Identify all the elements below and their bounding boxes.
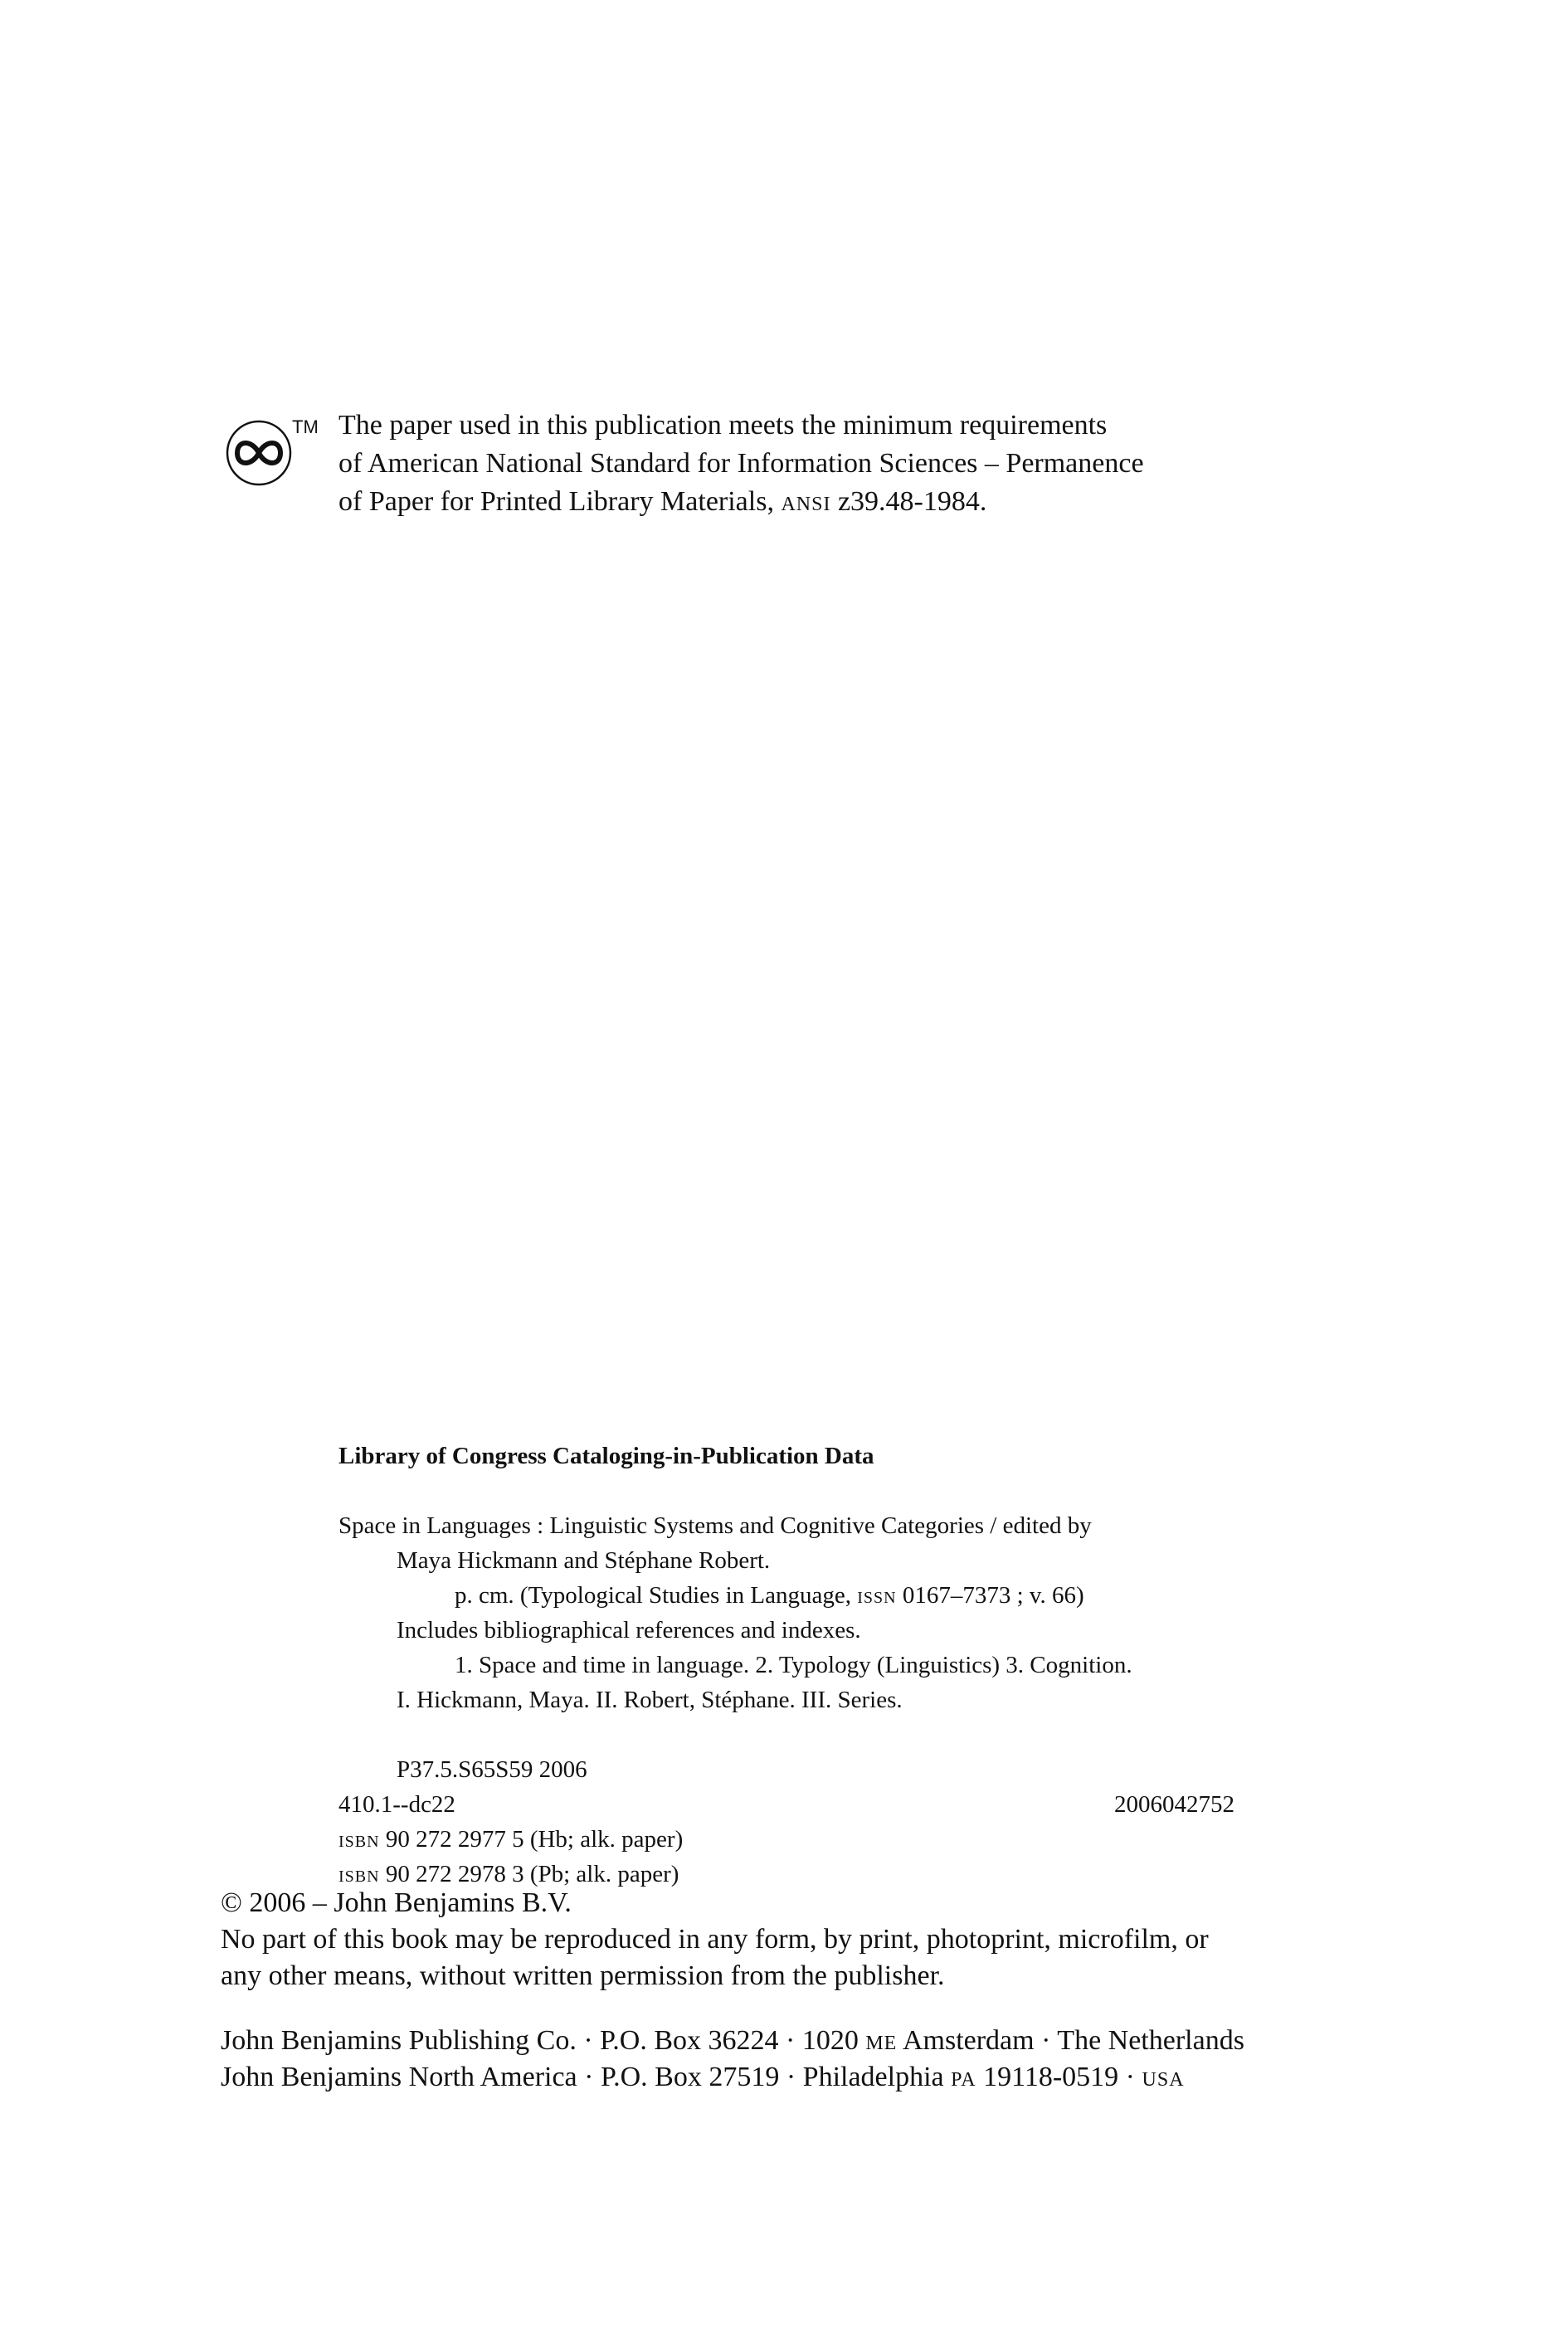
cip-call-number: P37.5.S65S59 2006 bbox=[397, 1756, 587, 1783]
ansi-label: ansi bbox=[781, 486, 831, 517]
cip-record bbox=[338, 1508, 1234, 1892]
permanence-notice bbox=[338, 407, 1334, 521]
permanence-line-2: of American National Standard for Information Sciences – Permanence bbox=[338, 448, 1144, 479]
cip-editors-line: Maya Hickmann and Stéphane Robert. bbox=[397, 1547, 771, 1574]
usa-label: usa bbox=[1142, 2062, 1185, 2092]
cip-series-line bbox=[338, 1578, 1234, 1613]
publisher-line-1-suffix: Amsterdam · The Netherlands bbox=[897, 2025, 1244, 2056]
isbn-label-hb: isbn bbox=[338, 1826, 380, 1853]
cip-heading: Library of Congress Cataloging-in-Publication Data bbox=[338, 1443, 874, 1469]
cip-dewey-line bbox=[338, 1787, 1234, 1822]
permanence-line-3-prefix: of Paper for Printed Library Materials, bbox=[338, 486, 782, 517]
cip-title-line: Space in Languages : Linguistic Systems and Cognitive Categories / edited by bbox=[338, 1512, 1092, 1539]
copyright-line-3: any other means, without written permission from the publisher. bbox=[221, 1960, 945, 1991]
isbn-label-pb: isbn bbox=[338, 1861, 380, 1887]
cip-includes-line: Includes bibliographical references and indexes. bbox=[397, 1617, 861, 1643]
cip-isbn-hb: 90 272 2977 5 (Hb; alk. paper) bbox=[379, 1826, 684, 1853]
pa-label: pa bbox=[951, 2062, 976, 2092]
cip-added-entries-line: I. Hickmann, Maya. II. Robert, Stéphane. III. Series. bbox=[397, 1687, 903, 1713]
publisher-line-1-prefix: John Benjamins Publishing Co. · P.O. Box 36224 · 1020 bbox=[221, 2025, 866, 2056]
publisher-line-2-mid: 19118-0519 · bbox=[976, 2062, 1142, 2092]
permanence-line-1: The paper used in this publication meets the minimum requirements bbox=[338, 410, 1108, 441]
permanence-line-3-suffix: z39.48-1984. bbox=[830, 486, 987, 517]
cip-lccn: 2006042752 bbox=[1114, 1791, 1234, 1818]
trademark-mark: TM bbox=[292, 416, 319, 437]
copyright-line-1: © 2006 – John Benjamins B.V. bbox=[221, 1887, 572, 1918]
cip-series-prefix: p. cm. (Typological Studies in Language, bbox=[455, 1582, 858, 1609]
copyright-notice bbox=[221, 1885, 1382, 1994]
cip-isbn-pb: 90 272 2978 3 (Pb; alk. paper) bbox=[379, 1861, 679, 1887]
cip-dewey: 410.1--dc22 bbox=[338, 1791, 455, 1818]
cip-isbn-hb-line bbox=[338, 1822, 1234, 1857]
permanence-infinity-icon bbox=[226, 415, 325, 489]
cip-subjects-line: 1. Space and time in language. 2. Typology (Linguistics) 3. Cognition. bbox=[455, 1652, 1132, 1678]
copyright-line-2: No part of this book may be reproduced in any form, by print, photoprint, microfilm, or bbox=[221, 1924, 1209, 1955]
me-label: me bbox=[865, 2025, 898, 2056]
permanence-line-3 bbox=[338, 483, 1334, 521]
issn-label: issn bbox=[857, 1582, 897, 1609]
publisher-line-amsterdam bbox=[221, 2023, 1382, 2059]
publisher-addresses bbox=[221, 2023, 1382, 2096]
publisher-line-philadelphia bbox=[221, 2059, 1382, 2096]
cip-series-suffix: 0167–7373 ; v. 66) bbox=[896, 1582, 1084, 1609]
publisher-line-2-prefix: John Benjamins North America · P.O. Box 27519 · Philadelphia bbox=[221, 2062, 952, 2092]
